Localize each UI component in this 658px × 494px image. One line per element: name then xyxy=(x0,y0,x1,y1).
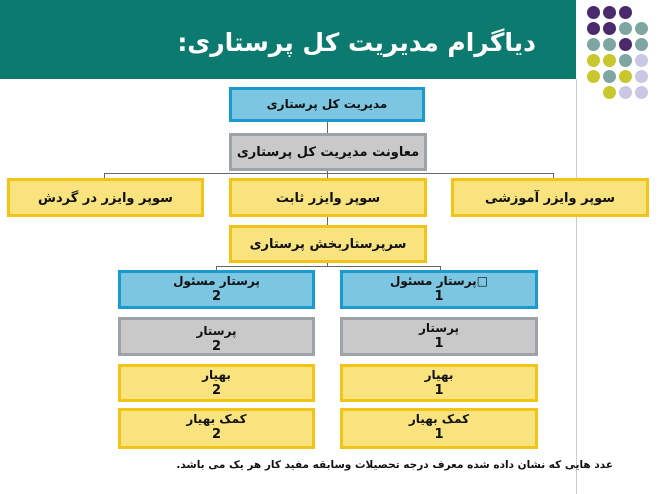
dot-icon xyxy=(587,38,600,51)
responsible-nurse-1-text: پرستار مسئول xyxy=(389,274,477,288)
dot-icon xyxy=(619,38,632,51)
responsible-nurse-1-label xyxy=(390,274,488,289)
responsible-nurse-1-marker: □ xyxy=(476,274,489,288)
dot-icon xyxy=(619,6,632,19)
dot-icon xyxy=(603,54,616,67)
head-nurse-label: سرپرستاربخش پرستاری xyxy=(249,237,407,252)
dot-icon xyxy=(587,70,600,83)
dot-icon xyxy=(587,22,600,35)
assistant-aide-1-num: 1 xyxy=(434,427,444,442)
dot-icon xyxy=(619,70,632,83)
top-manager-label: مدیریت کل پرستاری xyxy=(266,97,388,111)
dot-icon xyxy=(635,22,648,35)
aide-2-box xyxy=(118,364,315,402)
slide-title: دیاگرام مدیریت کل پرستاری: xyxy=(177,28,536,57)
responsible-nurse-2-label: پرستار مسئول xyxy=(173,274,260,288)
nurse-2-label: پرستار xyxy=(196,324,237,338)
aide-1-label: بهیار xyxy=(424,368,454,382)
decorative-dots xyxy=(584,6,654,106)
supervisor-education-label: سوپر وایزر آموزشی xyxy=(484,191,616,206)
nurse-1-box xyxy=(340,317,538,356)
deputy-box xyxy=(229,133,427,171)
dot-icon xyxy=(603,22,616,35)
dot-icon xyxy=(619,86,632,99)
nurse-1-num: 1 xyxy=(434,336,444,351)
dot-icon xyxy=(635,54,648,67)
dot-icon xyxy=(587,6,600,19)
assistant-aide-1-box xyxy=(340,408,538,449)
supervisor-fixed-box xyxy=(229,178,427,217)
supervisor-fixed-label: سوپر وایزر ثابت xyxy=(275,191,381,206)
dot-icon xyxy=(619,54,632,67)
connector-line xyxy=(327,120,328,134)
assistant-aide-1-label: کمک بهیار xyxy=(408,412,470,426)
responsible-nurse-2-num: 2 xyxy=(211,289,222,304)
nurse-2-box xyxy=(118,317,315,356)
supervisor-education-box xyxy=(451,178,649,217)
responsible-nurse-1-box xyxy=(340,270,538,309)
dot-icon xyxy=(635,70,648,83)
aide-1-box xyxy=(340,364,538,402)
dot-icon xyxy=(635,86,648,99)
dot-icon xyxy=(587,54,600,67)
aide-2-label: بهیار xyxy=(202,368,231,382)
aide-2-num: 2 xyxy=(211,383,222,398)
nurse-1-label: پرستار xyxy=(418,321,460,335)
dot-icon xyxy=(635,38,648,51)
connector-line xyxy=(216,266,441,267)
dot-icon xyxy=(603,6,616,19)
deputy-label: معاونت مدیریت کل پرستاری xyxy=(236,145,420,160)
dot-icon xyxy=(603,86,616,99)
dot-icon xyxy=(603,70,616,83)
assistant-aide-2-num: 2 xyxy=(211,427,222,442)
connector-line xyxy=(104,173,554,174)
divider-line-lower xyxy=(576,79,577,494)
dot-icon xyxy=(619,22,632,35)
assistant-aide-2-box xyxy=(118,408,315,449)
responsible-nurse-2-box xyxy=(118,270,315,309)
footnote: عدد هایی که نشان داده شده معرف درجه تحصیلات وسابقه مفید کار هر یک می باشد. xyxy=(176,459,613,471)
responsible-nurse-1-num: 1 xyxy=(434,289,444,304)
assistant-aide-2-label: کمک بهیار xyxy=(186,412,247,426)
supervisor-rotating-box xyxy=(7,178,204,217)
top-manager-box xyxy=(229,87,425,122)
head-nurse-box xyxy=(229,225,427,263)
aide-1-num: 1 xyxy=(434,383,444,398)
supervisor-rotating-label: سوپر وایزر در گردش xyxy=(38,191,173,206)
nurse-2-num: 2 xyxy=(211,339,222,354)
dot-icon xyxy=(603,38,616,51)
